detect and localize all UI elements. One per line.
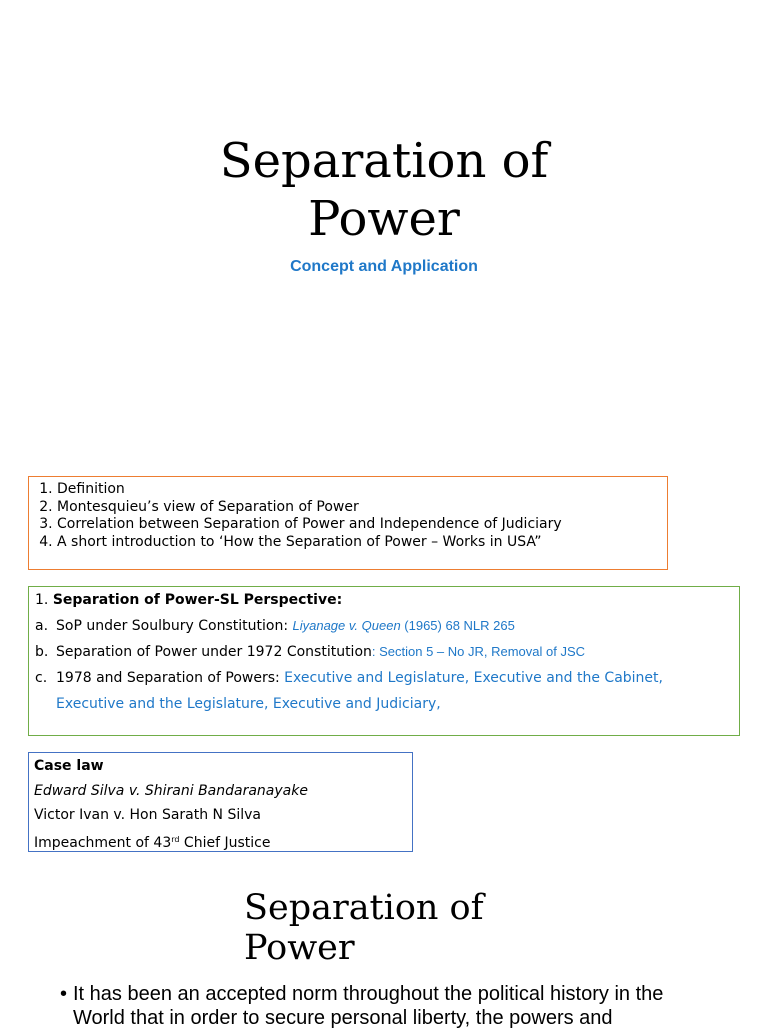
sl-item-a-text: SoP under Soulbury Constitution: (56, 618, 293, 634)
bullet-paragraph (60, 982, 720, 1030)
slide-title-line1: Separation of (219, 133, 549, 189)
sl-item-b-marker: b. (35, 644, 49, 660)
sl-item-b-text: Separation of Power under 1972 Constitution (56, 644, 372, 660)
sl-item-c (35, 665, 733, 691)
slide-title-line2: Power (308, 191, 460, 247)
sl-item-c-marker: c. (35, 670, 48, 686)
sl-heading: Separation of Power-SL Perspective: (52, 592, 343, 608)
sl-heading-number: 1. (35, 592, 49, 608)
sl-item-c-text: 1978 and Separation of Powers: (56, 670, 285, 686)
slide-subtitle: Concept and Application (290, 258, 478, 275)
outline-item: 2. Montesquieu’s view of Separation of Power (57, 499, 661, 517)
slide2-title-line1: Separation of (244, 888, 484, 928)
case-law-item: Edward Silva v. Shirani Bandaranayake (34, 782, 308, 799)
bullet-text: It has been an accepted norm throughout the political history in the World that in order to secure personal liberty, the powers and (73, 983, 664, 1029)
case-law-item: Victor Ivan v. Hon Sarath N Silva (34, 807, 262, 823)
sl-item-b (35, 639, 733, 665)
outline-list (35, 481, 661, 551)
sl-item-a (35, 613, 733, 639)
sl-item-c-detail-1: Executive and Legislature, Executive and the Cabinet, (284, 670, 663, 686)
ordinal-suffix: rd (171, 834, 180, 844)
case-law-item-text: Impeachment of 43 (34, 834, 172, 851)
case-law-item (34, 828, 407, 856)
outline-item: 3. Correlation between Separation of Power and Independence of Judiciary (57, 516, 661, 534)
sl-item-a-citation: (1965) 68 NLR 265 (400, 618, 515, 633)
sl-perspective-box (28, 586, 740, 736)
outline-item: 1. Definition (57, 481, 661, 499)
case-law-item-text: Chief Justice (179, 834, 271, 851)
sl-item-b-detail: : Section 5 – No JR, Removal of JSC (371, 644, 586, 659)
case-law-box (28, 752, 413, 852)
slide2-title-line2: Power (244, 928, 355, 968)
outline-box (28, 476, 668, 570)
sl-item-c-detail-2: Executive and the Legislature, Executive and Judiciary, (56, 696, 441, 712)
bullet-icon: • (60, 983, 68, 1005)
sl-item-a-case: Liyanage v. Queen (292, 618, 401, 633)
slide2-title (244, 888, 484, 968)
sl-heading-line (35, 587, 733, 613)
slide-title (0, 132, 768, 248)
case-law-heading: Case law (34, 758, 104, 774)
sl-item-a-marker: a. (35, 618, 49, 634)
outline-item: 4. A short introduction to ‘How the Separation of Power – Works in USA” (57, 534, 661, 552)
